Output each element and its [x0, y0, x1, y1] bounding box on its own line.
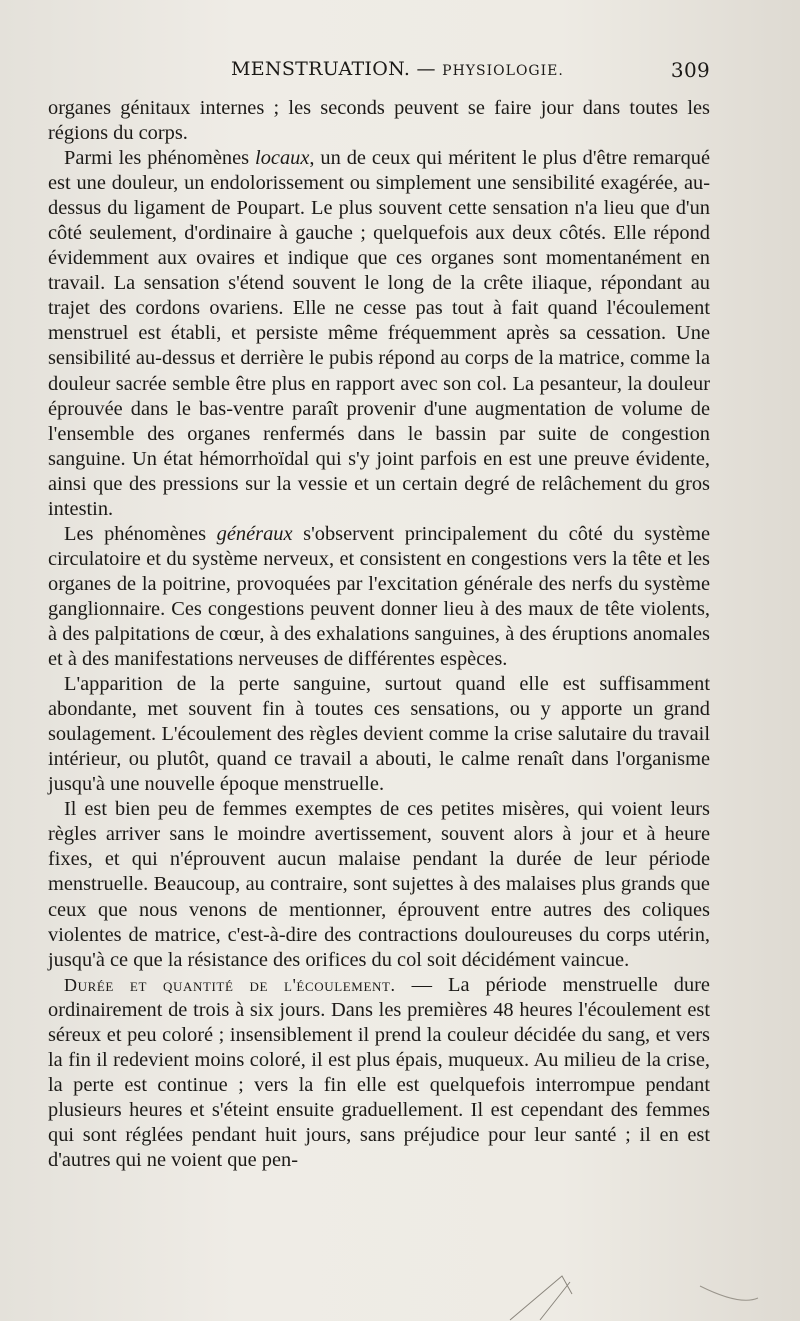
paragraph-text: Il est bien peu de femmes exemptes de ces petites misères, qui voient leurs règles arriver sans le moindre avertissement, souvent alors à jour et à heure fixes, et qui n'éprouvent aucun malaise pendant la durée de leur période menstruelle. Beaucoup, au contraire, sont sujettes à des malaises plus grands que ceux que nous venons de mentionner, éprouvent entre autres des coliques violentes de matrice, c'est-à-dire des contractions douloureuses du corps utérin, jusqu'à ce que la résistance des orifices du col soit décidément vaincue. [48, 798, 710, 971]
paragraph-text: — La période menstruelle dure ordinairement de trois à six jours. Dans les premières 48 heures l'écoulement est séreux et peu coloré ; insensiblement il prend la couleur décidée du sang, et vers la fin il redevient moins coloré, il est plus épais, muqueux. Au milieu de la crise, la perte est continue ; vers la fin elle est quelquefois interrompue pendant plusieurs heures et s'éteint ensuite graduellement. Il est cependant des femmes qui sont réglées pendant huit jours, sans préjudice pour leur santé ; il en est d'autres qui ne voient que pen- [48, 973, 710, 1171]
emphasis-generaux: généraux [216, 522, 293, 545]
paragraph-text: organes génitaux internes ; les seconds peuvent se faire jour dans toutes les régions du corps. [48, 97, 710, 145]
body-text [48, 96, 710, 1173]
paragraph-5 [48, 797, 710, 972]
paragraph-text: Parmi les phénomènes [64, 147, 256, 170]
header-title-group [231, 58, 564, 80]
section-heading: Durée et quantité de l'écoulement. [64, 974, 396, 995]
page-number: 309 [670, 58, 710, 82]
emphasis-locaux: locaux [255, 147, 310, 170]
header-subtitle: PHYSIOLOGIE. [442, 63, 564, 79]
paragraph-text: , un de ceux qui méritent le plus d'être remarqué est une douleur, un endolorissement ou simplement une sensibilité exagérée, au-dessus du ligament de Poupart. Le plus souvent cette sensation n'a lieu que d'un côté seulement, d'ordinaire à gauche ; quelquefois aux deux côtés. Elle répond évidemment aux ovaires et indique que ces organes sont momentanément en travail. La sensation s'étend souvent le long de la crête iliaque, répondant au trajet des cordons ovariens. Elle ne cesse pas tout à fait quand l'écoulement menstruel est établi, et persiste même fréquemment après sa cessation. Une sensibilité au-dessus et derrière le pubis répond au corps de la matrice, comme la douleur sacrée semble être plus en rapport avec son col. La pesanteur, la douleur éprouvée dans le bas-ventre paraît provenir d'une augmentation de volume de l'ensemble des organes renfermés dans le bassin par suite de congestion sanguine. Un état hémorrhoïdal qui s'y joint parfois en est une preuve évidente, ainsi que des pressions sur la vessie et un certain degré de relâchement du gros intestin. [48, 147, 711, 520]
paragraph-text: Les phénomènes [64, 522, 217, 545]
paragraph-1 [48, 96, 710, 146]
header-dash: — [416, 58, 436, 80]
paragraph-3 [48, 522, 710, 672]
paragraph-2 [48, 146, 710, 522]
header-title: MENSTRUATION. [231, 58, 411, 80]
pencil-mark-icon [500, 1262, 760, 1321]
paragraph-text: s'observent principalement du côté du système circulatoire et du système nerveux, et consistent en congestions vers la tête et les organes de la poitrine, provoquées par l'excitation générale des nerfs du système ganglionnaire. Ces congestions peuvent donner lieu à des maux de tête violents, à des palpitations de cœur, à des exhalations sanguines, à des éruptions anomales et à des manifestations nerveuses de différentes espèces. [48, 522, 710, 671]
paragraph-text: L'apparition de la perte sanguine, surtout quand elle est suffisamment abondante, met souvent fin à toutes ces sensations, ou y apporte un grand soulagement. L'écoulement des règles devient comme la crise salutaire du travail intérieur, ou plutôt, quand ce travail a abouti, le calme renaît dans l'organisme jusqu'à une nouvelle époque menstruelle. [48, 673, 710, 796]
paragraph-6 [48, 973, 710, 1173]
paragraph-4 [48, 672, 710, 797]
